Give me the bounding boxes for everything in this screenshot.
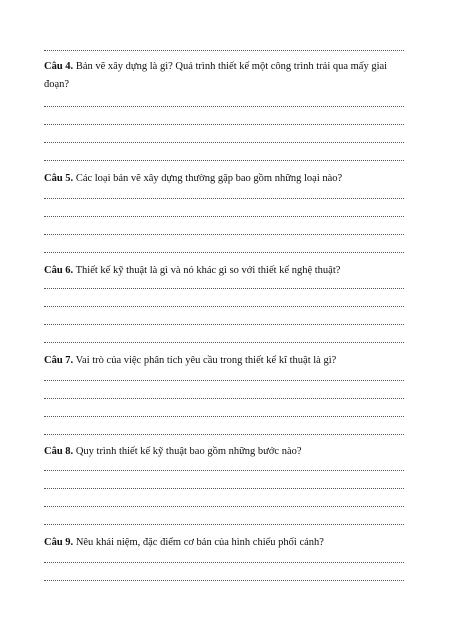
question-5 [44, 170, 409, 188]
question-6 [44, 262, 409, 280]
question-number: Câu 9. [44, 537, 74, 548]
question-number: Câu 5. [44, 173, 74, 184]
question-number: Câu 8. [44, 446, 74, 457]
answer-line [44, 488, 404, 489]
answer-line [44, 434, 404, 435]
question-text: Quy trình thiết kế kỹ thuật bao gồm những bước nào? [75, 446, 302, 457]
question-number: Câu 6. [44, 265, 74, 276]
answer-line [44, 416, 404, 417]
question-text: Các loại bản vẽ xây dựng thường gặp bao gồm những loại nào? [75, 173, 343, 184]
question-text: Nêu khái niệm, đặc điểm cơ bản của hình chiếu phối cảnh? [75, 537, 324, 548]
question-4 [44, 58, 409, 94]
answer-line [44, 288, 404, 289]
question-7 [44, 352, 409, 370]
answer-line [44, 142, 404, 143]
answer-line [44, 160, 404, 161]
answer-line [44, 306, 404, 307]
question-number: Câu 4. [44, 61, 74, 72]
answer-line [44, 342, 404, 343]
answer-line [44, 524, 404, 525]
question-text: Thiết kế kỹ thuật là gì và nó khác gì so với thiết kế nghệ thuật? [75, 265, 341, 276]
question-number: Câu 7. [44, 355, 74, 366]
question-8 [44, 443, 409, 461]
answer-line [44, 324, 404, 325]
answer-line [44, 234, 404, 235]
answer-line [44, 252, 404, 253]
question-9 [44, 534, 409, 552]
answer-line [44, 50, 404, 51]
answer-line [44, 380, 404, 381]
answer-line [44, 580, 404, 581]
question-text: Vai trò của việc phân tích yêu cầu trong thiết kế kĩ thuật là gì? [75, 355, 337, 366]
answer-line [44, 562, 404, 563]
answer-line [44, 470, 404, 471]
answer-line [44, 124, 404, 125]
answer-line [44, 398, 404, 399]
answer-line [44, 216, 404, 217]
answer-line [44, 106, 404, 107]
question-text: Bản vẽ xây dựng là gì? Quá trình thiết kế một công trình trải qua mấy giai đoạn? [44, 61, 388, 90]
answer-line [44, 198, 404, 199]
answer-line [44, 506, 404, 507]
